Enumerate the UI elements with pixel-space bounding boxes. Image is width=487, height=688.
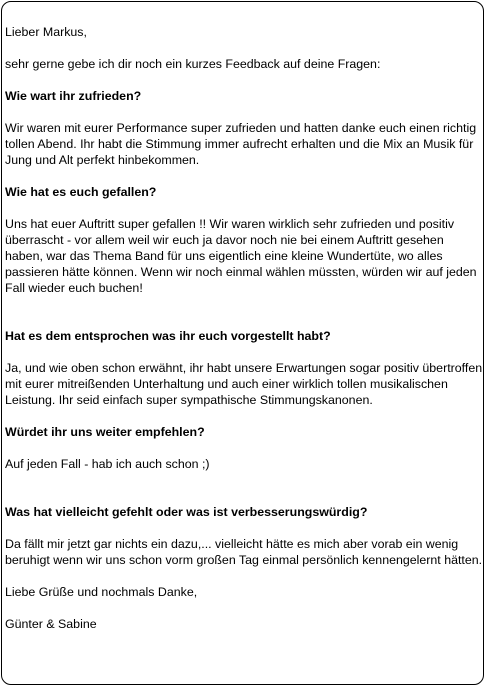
intro-text: sehr gerne gebe ich dir noch ein kurzes Feedback auf deine Fragen:	[5, 57, 381, 71]
answer-2: Uns hat euer Auftritt super gefallen !! Wir waren wirklich sehr zufrieden und positiv überrascht - vor allem weil wir euch ja davor noch nie bei einem Auftritt gesehen haben, war das Thema Band für uns eigentlich eine kleine Wundertüte, wo alles passieren hätte können. Wenn wir noch einmal wählen müssten, würden wir auf jeden Fall wieder euch buchen!	[5, 217, 477, 295]
signature: Günter & Sabine	[5, 617, 97, 631]
answer-3: Ja, und wie oben schon erwähnt, ihr habt unsere Erwartungen sogar positiv übertroffen mit eurer mitreißenden Unterhaltung und auch einer wirklich tollen musikalischen Leistung. Ihr seid einfach super sympathische Stimmungskanonen.	[5, 361, 483, 407]
question-2: Wie hat es euch gefallen?	[5, 185, 157, 199]
closing: Liebe Grüße und nochmals Danke,	[5, 585, 198, 599]
answer-4: Auf jeden Fall - hab ich auch schon ;)	[5, 457, 210, 471]
question-1: Wie wart ihr zufrieden?	[5, 89, 142, 103]
question-3: Hat es dem entsprochen was ihr euch vorgestellt habt?	[5, 329, 331, 343]
answer-1: Wir waren mit eurer Performance super zufrieden und hatten danke euch einen richtig tollen Abend. Ihr habt die Stimmung immer aufrecht erhalten und die Mix an Musik für Jung und Alt perfekt hinbekommen.	[5, 121, 477, 167]
answer-5: Da fällt mir jetzt gar nichts ein dazu,... vielleicht hätte es mich aber vorab ein wenig beruhigt wenn wir uns schon vorm großen Tag einmal persönlich kennengelernt hätten.	[5, 537, 483, 567]
letter-body	[5, 24, 483, 632]
question-4: Würdet ihr uns weiter empfehlen?	[5, 425, 205, 439]
question-5: Was hat vielleicht gefehlt oder was ist verbesserungswürdig?	[5, 505, 368, 519]
greeting: Lieber Markus,	[5, 25, 87, 39]
